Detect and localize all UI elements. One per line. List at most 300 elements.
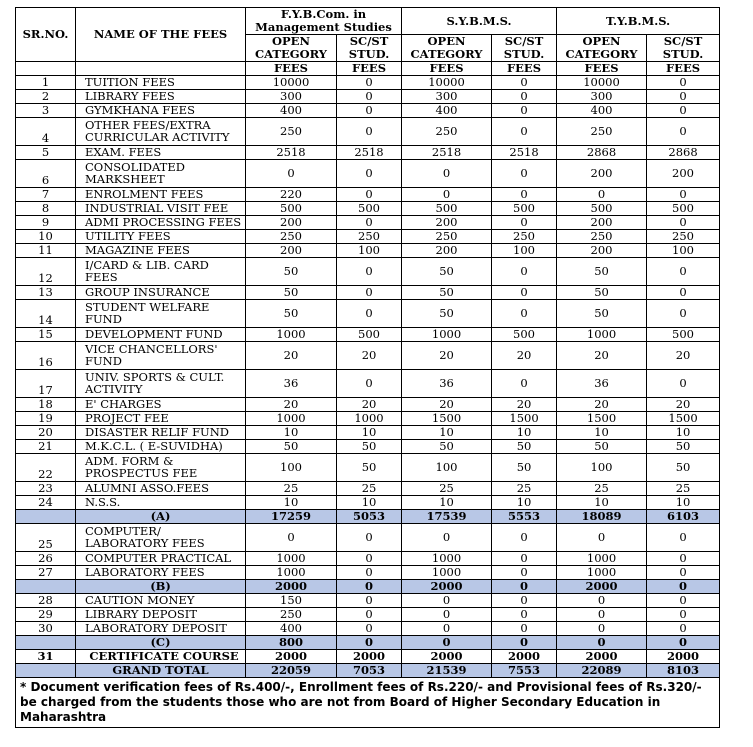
fee-value-cell: 0 bbox=[492, 285, 557, 299]
table-row bbox=[16, 607, 720, 621]
blank-header bbox=[16, 62, 76, 76]
fee-value-cell: 20 bbox=[246, 341, 337, 369]
fee-value-cell: 0 bbox=[492, 607, 557, 621]
fee-value-cell: 50 bbox=[647, 453, 720, 481]
table-row bbox=[16, 495, 720, 509]
fee-value-cell: 50 bbox=[246, 285, 337, 299]
fee-value-cell: 50 bbox=[246, 257, 337, 285]
table-row bbox=[16, 201, 720, 215]
table-row bbox=[16, 397, 720, 411]
fee-value-cell: 250 bbox=[492, 229, 557, 243]
sr-no-cell: 17 bbox=[16, 369, 76, 397]
fee-value-cell: 1000 bbox=[557, 327, 647, 341]
fee-value-cell: 500 bbox=[337, 201, 402, 215]
sr-no-cell bbox=[16, 509, 76, 523]
fee-value-cell: 0 bbox=[337, 285, 402, 299]
sr-no-cell: 30 bbox=[16, 621, 76, 635]
sr-no-cell: 24 bbox=[16, 495, 76, 509]
fee-value-cell: 17539 bbox=[402, 509, 492, 523]
fee-value-cell: 0 bbox=[647, 215, 720, 229]
table-row bbox=[16, 103, 720, 117]
fee-value-cell: 0 bbox=[647, 607, 720, 621]
sr-no-cell: 22 bbox=[16, 453, 76, 481]
fee-name-cell: UTILITY FEES bbox=[76, 229, 246, 243]
fee-value-cell: 0 bbox=[647, 187, 720, 201]
fee-name-cell: COMPUTER PRACTICAL bbox=[76, 551, 246, 565]
fee-value-cell: 10 bbox=[492, 495, 557, 509]
fee-value-cell: 0 bbox=[337, 579, 402, 593]
sr-no-cell bbox=[16, 635, 76, 649]
fee-name-cell: LIBRARY FEES bbox=[76, 89, 246, 103]
fee-name-cell: CERTIFICATE COURSE bbox=[76, 649, 246, 663]
fee-name-cell: INDUSTRIAL VISIT FEE bbox=[76, 201, 246, 215]
open-category-header: OPEN CATEGORY bbox=[402, 35, 492, 62]
fee-value-cell: 1000 bbox=[246, 565, 337, 579]
sr-no-cell: 12 bbox=[16, 257, 76, 285]
fee-value-cell: 800 bbox=[246, 635, 337, 649]
table-row bbox=[16, 229, 720, 243]
fee-value-cell: 20 bbox=[647, 341, 720, 369]
fee-value-cell: 2000 bbox=[557, 649, 647, 663]
fee-value-cell: 0 bbox=[337, 75, 402, 89]
fee-value-cell: 0 bbox=[492, 369, 557, 397]
fee-value-cell: 1500 bbox=[647, 411, 720, 425]
fee-value-cell: 100 bbox=[492, 243, 557, 257]
sr-no-cell: 19 bbox=[16, 411, 76, 425]
fee-value-cell: 36 bbox=[246, 369, 337, 397]
fee-name-cell: OTHER FEES/EXTRA CURRICULAR ACTIVITY bbox=[76, 117, 246, 145]
fee-value-cell: 250 bbox=[557, 229, 647, 243]
fee-value-cell: 0 bbox=[492, 257, 557, 285]
fee-name-cell: M.K.C.L. ( E-SUVIDHA) bbox=[76, 439, 246, 453]
fee-name-cell: PROJECT FEE bbox=[76, 411, 246, 425]
fee-value-cell: 50 bbox=[492, 453, 557, 481]
fee-value-cell: 10 bbox=[492, 425, 557, 439]
fee-value-cell: 50 bbox=[492, 439, 557, 453]
fee-value-cell: 250 bbox=[557, 117, 647, 145]
fee-value-cell: 2000 bbox=[246, 649, 337, 663]
table-row bbox=[16, 117, 720, 145]
fee-value-cell: 0 bbox=[647, 75, 720, 89]
table-row bbox=[16, 159, 720, 187]
fee-name-cell: ADM. FORM & PROSPECTUS FEE bbox=[76, 453, 246, 481]
fee-value-cell: 0 bbox=[557, 187, 647, 201]
fee-name-cell: DEVELOPMENT FUND bbox=[76, 327, 246, 341]
fee-value-cell: 25 bbox=[557, 481, 647, 495]
fee-value-cell: 1000 bbox=[246, 551, 337, 565]
fee-value-cell: 25 bbox=[246, 481, 337, 495]
fee-value-cell: 500 bbox=[492, 327, 557, 341]
fees-header: FEES bbox=[492, 62, 557, 76]
fee-name-cell: LIBRARY DEPOSIT bbox=[76, 607, 246, 621]
sr-no-cell: 26 bbox=[16, 551, 76, 565]
subtotal-row bbox=[16, 635, 720, 649]
table-row bbox=[16, 145, 720, 159]
fee-value-cell: 10 bbox=[246, 425, 337, 439]
fee-value-cell: 500 bbox=[492, 201, 557, 215]
table-row bbox=[16, 649, 720, 663]
fee-name-cell: ALUMNI ASSO.FEES bbox=[76, 481, 246, 495]
sr-no-cell: 18 bbox=[16, 397, 76, 411]
fee-value-cell: 22089 bbox=[557, 663, 647, 677]
fee-value-cell: 2000 bbox=[492, 649, 557, 663]
fee-value-cell: 200 bbox=[246, 215, 337, 229]
fee-value-cell: 0 bbox=[402, 607, 492, 621]
fee-value-cell: 50 bbox=[246, 299, 337, 327]
fee-value-cell: 0 bbox=[557, 607, 647, 621]
fee-value-cell: 2868 bbox=[647, 145, 720, 159]
fee-value-cell: 0 bbox=[647, 565, 720, 579]
table-row bbox=[16, 187, 720, 201]
fee-name-cell: MAGAZINE FEES bbox=[76, 243, 246, 257]
fee-value-cell: 10000 bbox=[402, 75, 492, 89]
fee-value-cell: 0 bbox=[337, 215, 402, 229]
fee-name-cell: (C) bbox=[76, 635, 246, 649]
fee-value-cell: 0 bbox=[337, 117, 402, 145]
fee-value-cell: 0 bbox=[492, 593, 557, 607]
fee-value-cell: 0 bbox=[402, 593, 492, 607]
sr-no-cell: 4 bbox=[16, 117, 76, 145]
fee-value-cell: 250 bbox=[246, 229, 337, 243]
fee-value-cell: 0 bbox=[647, 523, 720, 551]
fee-value-cell: 2000 bbox=[402, 579, 492, 593]
fee-value-cell: 200 bbox=[557, 215, 647, 229]
group-header-tybms: T.Y.B.M.S. bbox=[557, 8, 720, 35]
fee-value-cell: 0 bbox=[402, 523, 492, 551]
fee-value-cell: 0 bbox=[402, 635, 492, 649]
fee-value-cell: 100 bbox=[647, 243, 720, 257]
fee-value-cell: 18089 bbox=[557, 509, 647, 523]
fee-value-cell: 10 bbox=[647, 495, 720, 509]
fee-value-cell: 0 bbox=[492, 187, 557, 201]
fee-value-cell: 50 bbox=[337, 453, 402, 481]
fee-name-cell: COMPUTER/ LABORATORY FEES bbox=[76, 523, 246, 551]
fee-value-cell: 0 bbox=[647, 89, 720, 103]
fee-value-cell: 250 bbox=[402, 229, 492, 243]
fee-value-cell: 20 bbox=[492, 341, 557, 369]
fee-value-cell: 20 bbox=[557, 397, 647, 411]
fee-value-cell: 25 bbox=[402, 481, 492, 495]
blank-header bbox=[76, 62, 246, 76]
fee-value-cell: 5553 bbox=[492, 509, 557, 523]
fee-value-cell: 36 bbox=[557, 369, 647, 397]
fee-value-cell: 250 bbox=[246, 607, 337, 621]
fee-value-cell: 0 bbox=[337, 523, 402, 551]
fee-value-cell: 0 bbox=[492, 299, 557, 327]
fee-value-cell: 0 bbox=[337, 257, 402, 285]
table-row bbox=[16, 215, 720, 229]
sr-no-cell: 15 bbox=[16, 327, 76, 341]
sr-no-cell: 31 bbox=[16, 649, 76, 663]
fee-value-cell: 2518 bbox=[246, 145, 337, 159]
fee-name-cell: UNIV. SPORTS & CULT. ACTIVITY bbox=[76, 369, 246, 397]
fee-value-cell: 1000 bbox=[337, 411, 402, 425]
fee-value-cell: 2518 bbox=[402, 145, 492, 159]
fee-value-cell: 100 bbox=[557, 453, 647, 481]
table-row bbox=[16, 341, 720, 369]
fee-value-cell: 25 bbox=[647, 481, 720, 495]
table-row bbox=[16, 285, 720, 299]
fee-value-cell: 2000 bbox=[246, 579, 337, 593]
sr-no-cell: 9 bbox=[16, 215, 76, 229]
fee-value-cell: 7053 bbox=[337, 663, 402, 677]
fee-value-cell: 0 bbox=[402, 187, 492, 201]
fee-name-cell: VICE CHANCELLORS' FUND bbox=[76, 341, 246, 369]
fee-value-cell: 21539 bbox=[402, 663, 492, 677]
fee-value-cell: 10 bbox=[557, 425, 647, 439]
sr-no-cell: 8 bbox=[16, 201, 76, 215]
fee-value-cell: 0 bbox=[337, 635, 402, 649]
fee-value-cell: 20 bbox=[402, 341, 492, 369]
fee-value-cell: 0 bbox=[337, 89, 402, 103]
fee-value-cell: 10 bbox=[337, 495, 402, 509]
fee-value-cell: 200 bbox=[557, 243, 647, 257]
fee-value-cell: 0 bbox=[402, 621, 492, 635]
table-row bbox=[16, 565, 720, 579]
sr-no-cell: 16 bbox=[16, 341, 76, 369]
fee-value-cell: 50 bbox=[402, 299, 492, 327]
fee-value-cell: 2518 bbox=[492, 145, 557, 159]
fee-value-cell: 0 bbox=[492, 621, 557, 635]
fee-value-cell: 5053 bbox=[337, 509, 402, 523]
fee-value-cell: 100 bbox=[246, 453, 337, 481]
table-row bbox=[16, 257, 720, 285]
fee-value-cell: 400 bbox=[246, 103, 337, 117]
subtotal-row bbox=[16, 579, 720, 593]
fee-name-cell: ADMI PROCESSING FEES bbox=[76, 215, 246, 229]
fee-value-cell: 0 bbox=[492, 89, 557, 103]
fee-name-cell: EXAM. FEES bbox=[76, 145, 246, 159]
fee-value-cell: 0 bbox=[337, 621, 402, 635]
fee-value-cell: 10 bbox=[246, 495, 337, 509]
fee-value-cell: 0 bbox=[647, 593, 720, 607]
fee-value-cell: 0 bbox=[337, 593, 402, 607]
table-row bbox=[16, 425, 720, 439]
fee-value-cell: 200 bbox=[402, 215, 492, 229]
fee-value-cell: 0 bbox=[337, 551, 402, 565]
fee-value-cell: 400 bbox=[557, 103, 647, 117]
sr-no-cell: 28 bbox=[16, 593, 76, 607]
fee-value-cell: 0 bbox=[337, 159, 402, 187]
fee-name-cell: LABORATORY DEPOSIT bbox=[76, 621, 246, 635]
fee-value-cell: 0 bbox=[647, 369, 720, 397]
fee-rows bbox=[16, 75, 720, 677]
fee-value-cell: 0 bbox=[647, 621, 720, 635]
fee-value-cell: 0 bbox=[492, 551, 557, 565]
subtotal-row bbox=[16, 509, 720, 523]
fee-value-cell: 10000 bbox=[557, 75, 647, 89]
fee-value-cell: 220 bbox=[246, 187, 337, 201]
fee-value-cell: 1000 bbox=[246, 411, 337, 425]
fee-value-cell: 0 bbox=[647, 635, 720, 649]
fee-value-cell: 0 bbox=[647, 299, 720, 327]
fee-value-cell: 0 bbox=[337, 607, 402, 621]
fee-name-cell: CONSOLIDATED MARKSHEET bbox=[76, 159, 246, 187]
fee-value-cell: 400 bbox=[402, 103, 492, 117]
fee-value-cell: 0 bbox=[337, 565, 402, 579]
fee-name-cell: CAUTION MONEY bbox=[76, 593, 246, 607]
fee-value-cell: 2000 bbox=[337, 649, 402, 663]
fee-value-cell: 500 bbox=[402, 201, 492, 215]
sr-no-cell: 7 bbox=[16, 187, 76, 201]
fee-name-cell: GROUP INSURANCE bbox=[76, 285, 246, 299]
fee-value-cell: 200 bbox=[402, 243, 492, 257]
sr-no-cell: 5 bbox=[16, 145, 76, 159]
fee-value-cell: 0 bbox=[492, 75, 557, 89]
fee-value-cell: 20 bbox=[492, 397, 557, 411]
sr-no-cell: 29 bbox=[16, 607, 76, 621]
fee-value-cell: 0 bbox=[492, 103, 557, 117]
fee-value-cell: 250 bbox=[647, 229, 720, 243]
fee-value-cell: 500 bbox=[647, 327, 720, 341]
group-header-fybcom: F.Y.B.Com. in Management Studies bbox=[246, 8, 402, 35]
fee-value-cell: 1000 bbox=[402, 327, 492, 341]
fee-value-cell: 50 bbox=[557, 257, 647, 285]
fee-value-cell: 250 bbox=[402, 117, 492, 145]
sr-no-cell: 10 bbox=[16, 229, 76, 243]
fee-value-cell: 2000 bbox=[557, 579, 647, 593]
sr-no-cell: 25 bbox=[16, 523, 76, 551]
footnote: * Document verification fees of Rs.400/-, Enrollment fees of Rs.220/- and Provisional fees of Rs.320/- be charged from the students those who are not from Board of Higher Secondary Education in Maharashtra bbox=[16, 677, 720, 727]
fee-value-cell: 400 bbox=[246, 621, 337, 635]
sr-no-cell: 3 bbox=[16, 103, 76, 117]
sr-no-cell: 21 bbox=[16, 439, 76, 453]
fee-value-cell: 0 bbox=[492, 215, 557, 229]
scst-header: SC/ST STUD. bbox=[337, 35, 402, 62]
fee-name-cell: I/CARD & LIB. CARD FEES bbox=[76, 257, 246, 285]
fee-name-cell: GYMKHANA FEES bbox=[76, 103, 246, 117]
sr-no-cell: 23 bbox=[16, 481, 76, 495]
fees-header: FEES bbox=[337, 62, 402, 76]
fee-value-cell: 20 bbox=[337, 397, 402, 411]
fee-value-cell: 6103 bbox=[647, 509, 720, 523]
fee-value-cell: 500 bbox=[337, 327, 402, 341]
fee-value-cell: 20 bbox=[402, 397, 492, 411]
fee-value-cell: 10 bbox=[402, 495, 492, 509]
table-row bbox=[16, 369, 720, 397]
sr-no-header: SR.NO. bbox=[16, 8, 76, 62]
fee-name-cell: LABORATORY FEES bbox=[76, 565, 246, 579]
fee-value-cell: 2000 bbox=[402, 649, 492, 663]
fee-value-cell: 50 bbox=[557, 285, 647, 299]
fee-value-cell: 20 bbox=[337, 341, 402, 369]
fee-value-cell: 1500 bbox=[557, 411, 647, 425]
table-row bbox=[16, 327, 720, 341]
fee-value-cell: 100 bbox=[337, 243, 402, 257]
fee-value-cell: 0 bbox=[492, 635, 557, 649]
fee-value-cell: 100 bbox=[402, 453, 492, 481]
table-row bbox=[16, 75, 720, 89]
fee-value-cell: 50 bbox=[402, 257, 492, 285]
fee-value-cell: 300 bbox=[402, 89, 492, 103]
sr-no-cell: 14 bbox=[16, 299, 76, 327]
fee-value-cell: 1000 bbox=[246, 327, 337, 341]
fee-name-cell: N.S.S. bbox=[76, 495, 246, 509]
fee-value-cell: 0 bbox=[647, 579, 720, 593]
fee-value-cell: 8103 bbox=[647, 663, 720, 677]
scst-header: SC/ST STUD. bbox=[647, 35, 720, 62]
fee-value-cell: 200 bbox=[647, 159, 720, 187]
fee-value-cell: 50 bbox=[402, 285, 492, 299]
fee-value-cell: 250 bbox=[246, 117, 337, 145]
fee-value-cell: 10 bbox=[337, 425, 402, 439]
fee-value-cell: 0 bbox=[337, 103, 402, 117]
fee-value-cell: 50 bbox=[337, 439, 402, 453]
sr-no-cell: 13 bbox=[16, 285, 76, 299]
fee-value-cell: 2000 bbox=[647, 649, 720, 663]
table-row bbox=[16, 89, 720, 103]
fee-value-cell: 10 bbox=[557, 495, 647, 509]
fee-value-cell: 0 bbox=[557, 523, 647, 551]
fee-value-cell: 17259 bbox=[246, 509, 337, 523]
fee-value-cell: 0 bbox=[492, 579, 557, 593]
fee-value-cell: 0 bbox=[647, 285, 720, 299]
fee-value-cell: 22059 bbox=[246, 663, 337, 677]
fee-value-cell: 25 bbox=[492, 481, 557, 495]
sr-no-cell: 27 bbox=[16, 565, 76, 579]
open-category-header: OPEN CATEGORY bbox=[246, 35, 337, 62]
fee-value-cell: 0 bbox=[246, 159, 337, 187]
table-row bbox=[16, 411, 720, 425]
fee-value-cell: 1000 bbox=[402, 551, 492, 565]
fee-name-cell: E' CHARGES bbox=[76, 397, 246, 411]
fee-value-cell: 7553 bbox=[492, 663, 557, 677]
table-row bbox=[16, 299, 720, 327]
fee-value-cell: 20 bbox=[647, 397, 720, 411]
sr-no-cell bbox=[16, 579, 76, 593]
fee-value-cell: 1000 bbox=[402, 565, 492, 579]
fee-value-cell: 0 bbox=[647, 551, 720, 565]
subtotal-row bbox=[16, 663, 720, 677]
table-row bbox=[16, 593, 720, 607]
scst-header: SC/ST STUD. bbox=[492, 35, 557, 62]
sr-no-cell: 6 bbox=[16, 159, 76, 187]
fee-name-cell: DISASTER RELIF FUND bbox=[76, 425, 246, 439]
fee-value-cell: 300 bbox=[557, 89, 647, 103]
fee-value-cell: 0 bbox=[647, 117, 720, 145]
fee-value-cell: 0 bbox=[492, 117, 557, 145]
fee-value-cell: 0 bbox=[337, 369, 402, 397]
fee-value-cell: 50 bbox=[246, 439, 337, 453]
table-row bbox=[16, 523, 720, 551]
fees-header: FEES bbox=[647, 62, 720, 76]
fee-value-cell: 250 bbox=[337, 229, 402, 243]
table-row bbox=[16, 243, 720, 257]
fee-value-cell: 2868 bbox=[557, 145, 647, 159]
fee-value-cell: 0 bbox=[492, 159, 557, 187]
fee-value-cell: 0 bbox=[557, 593, 647, 607]
fee-structure-table bbox=[15, 7, 720, 728]
sr-no-cell: 2 bbox=[16, 89, 76, 103]
fee-value-cell: 10 bbox=[402, 425, 492, 439]
fee-value-cell: 500 bbox=[647, 201, 720, 215]
fee-value-cell: 20 bbox=[246, 397, 337, 411]
fee-value-cell: 1500 bbox=[492, 411, 557, 425]
fee-value-cell: 1000 bbox=[557, 565, 647, 579]
table-row bbox=[16, 621, 720, 635]
fee-value-cell: 2518 bbox=[337, 145, 402, 159]
fee-name-header: NAME OF THE FEES bbox=[76, 8, 246, 62]
fee-value-cell: 0 bbox=[647, 257, 720, 285]
fee-value-cell: 20 bbox=[557, 341, 647, 369]
sr-no-cell: 1 bbox=[16, 75, 76, 89]
fee-value-cell: 1000 bbox=[557, 551, 647, 565]
fee-value-cell: 0 bbox=[647, 103, 720, 117]
fee-value-cell: 50 bbox=[402, 439, 492, 453]
sr-no-cell: 11 bbox=[16, 243, 76, 257]
fee-value-cell: 0 bbox=[246, 523, 337, 551]
fees-header: FEES bbox=[246, 62, 337, 76]
